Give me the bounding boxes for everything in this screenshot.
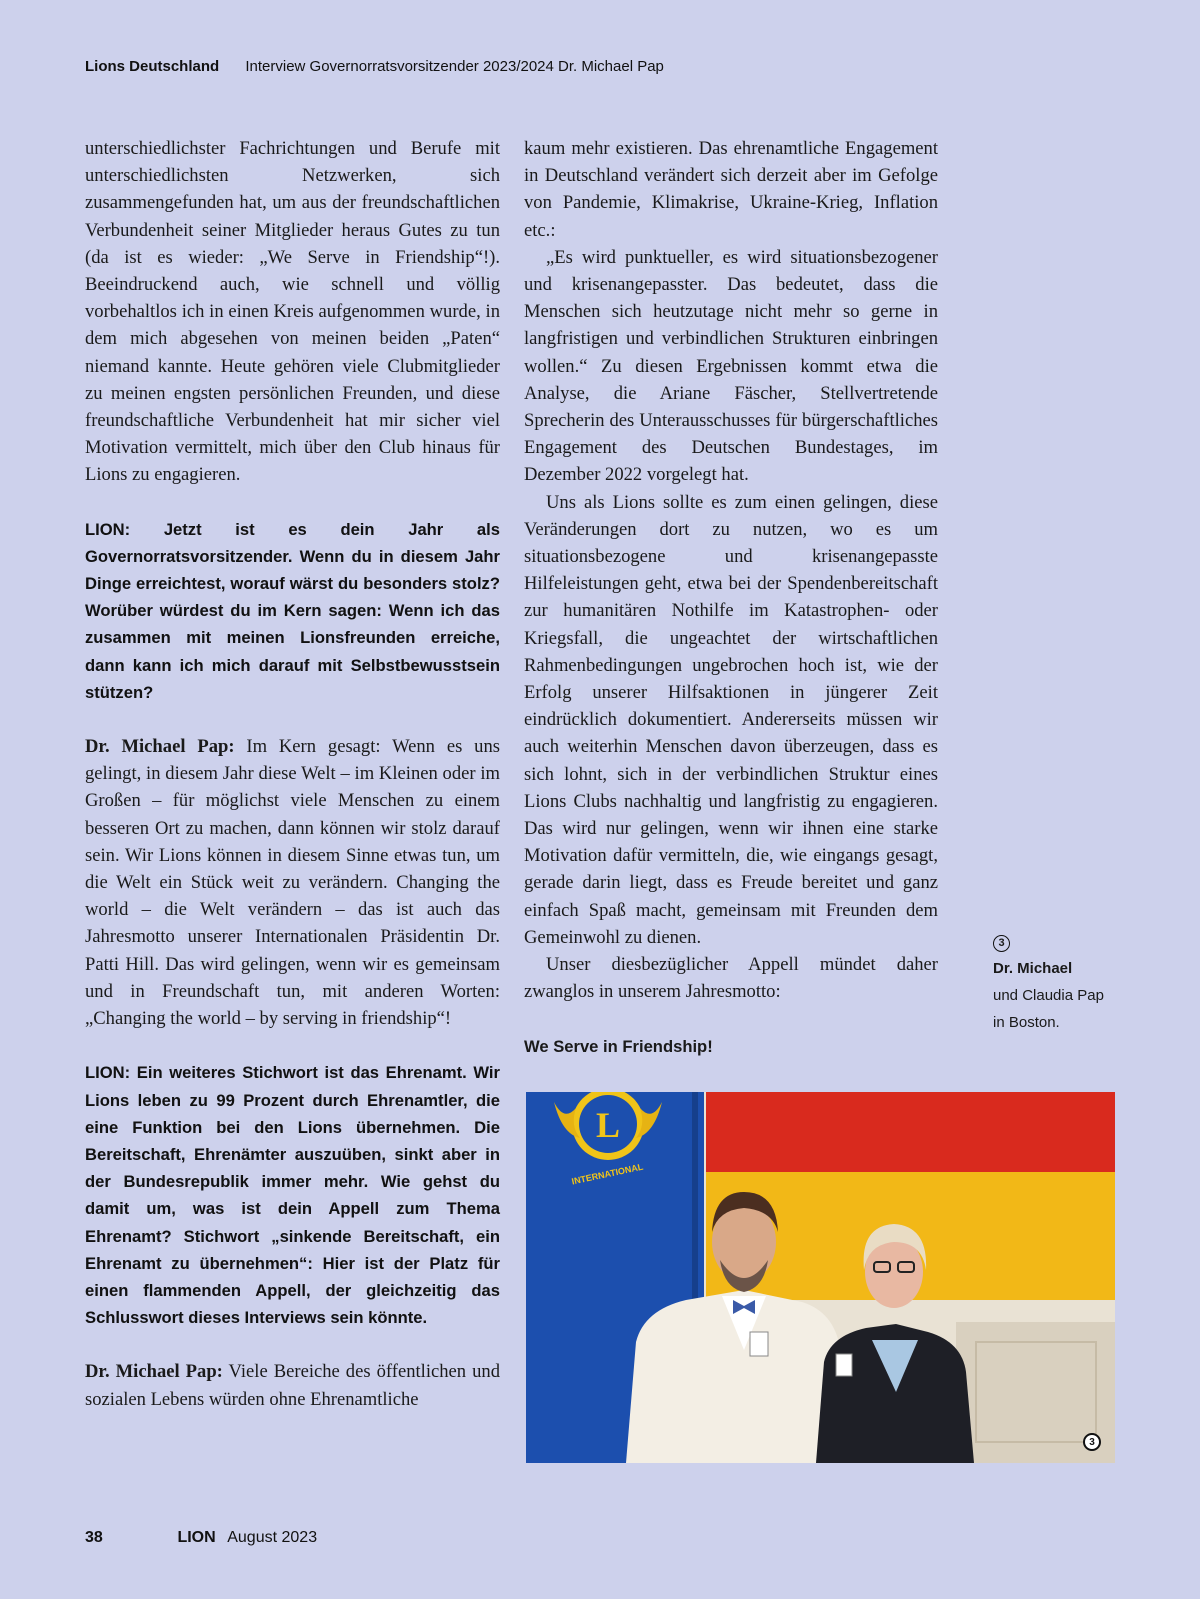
caption-line: und Claudia Pap [993, 987, 1104, 1004]
page-number: 38 [85, 1529, 103, 1546]
answer-text: Viele Bereiche des öffentlichen und sozialen Lebens würden ohne Ehrenamtliche [85, 1361, 500, 1410]
paragraph: Uns als Lions sollte es zum einen gelingen, diese Veränderungen dort zu nutzen, wo es um situationsbezogene und krisenangepasste Hilfeleistungen geht, etwa bei der Spendenbereitschaft zur humanitären Nothilfe im Katastrophen- oder Kriegsfall, die ungeachtet der wirtschaftlichen Rahmenbedingungen ungebrochen hoch ist, wie der Erfolg unserer Hilfsaktionen in jüngerer Zeit eindrücklich dokumentiert. Andererseits müssen wir auch weiterhin Menschen davon überzeugen, dass es sich lohnt, sich in der verbindlichen Struktur eines Lions Clubs nachhaltig und langfristig zu engagieren. Das wird nur gelingen, wenn wir ihnen eine starke Motivation dafür vermitteln, die, wie eingangs gesagt, gerade darin liegt, dass es Freude bereitet und ganz einfach Spaß macht, gemeinsam mit Freunden dem Gemeinwohl zu dienen. [524, 491, 938, 948]
figure-badge: 3 [1083, 1433, 1101, 1451]
magazine-name: LION [177, 1529, 216, 1546]
photo [526, 1092, 1115, 1463]
running-header [85, 58, 664, 75]
interview-answer [85, 1358, 500, 1412]
article-title: Interview Governorratsvorsitzender 2023/2024 Dr. Michael Pap [245, 58, 664, 75]
figure-number: 3 [993, 935, 1010, 952]
photo-caption [993, 928, 1143, 1036]
speaker-name: Dr. Michael Pap: [85, 736, 235, 758]
page-footer [85, 1529, 317, 1547]
answer-text: Im Kern gesagt: Wenn es uns gelingt, in diesem Jahr diese Welt – im Kleinen oder im Großen – für möglichst viele Menschen zu einem besseren Ort zu machen, dann können wir stolz darauf sein. Wir Lions können in diesem Sinne etwas tun, um die Welt ein Stück weit zu verändern. Changing the world – die Welt verändern – das ist auch das Jahresmotto unserer Internationalen Präsidentin Dr. Patti Hill. Das wird gelingen, wenn wir es gemeinsam und in Freundschaft tun, mit anderen Worten: „Changing the world – by serving in friendship“! [85, 736, 500, 1030]
paragraph: unterschiedlichster Fachrichtungen und Berufe mit unterschiedlichsten Netzwerken, sich zusammengefunden hat, um aus der freundschaftlichen Verbundenheit seiner Mitglieder heraus Gutes zu tun (da ist es wieder: „We Serve in Friendship“!). Beeindruckend auch, wie schnell und völlig vorbehaltlos ich in einen Kreis aufgenommen wurde, in dem mich abgesehen von meinen beiden „Paten“ niemand kannte. Heute gehören viele Clubmitglieder zu meinen engsten persönlichen Freunden, und diese freundschaftliche Verbundenheit hat mir sicher viel Motivation vermittelt, mich über den Club hinaus für Lions zu engagieren. [85, 138, 500, 486]
speaker-name: Dr. Michael Pap: [85, 1361, 223, 1383]
interview-question: LION: Ein weiteres Stichwort ist das Ehrenamt. Wir Lions leben zu 99 Prozent durch Ehrenamtler, die eine Funktion bei den Lions übernehmen. Die Bereitschaft, Ehrenämter auszuüben, sinkt aber in der Bundesrepublik immer mehr. Wie gehst du damit um, was ist dein Appell zum Thema Ehrenamt? Stichwort „sinkende Bereitschaft, ein Ehrenamt zu übernehmen“: Hier ist der Platz für einen flammenden Appell, der gleichzeitig das Schlusswort dieses Interviews sein könnte. [85, 1063, 500, 1328]
section-label: Lions Deutschland [85, 58, 220, 75]
photo-illustration [526, 1092, 1115, 1463]
emblem-text: INTERNATIONAL [570, 1161, 645, 1187]
flag-red-stripe [706, 1092, 1115, 1172]
interview-question: LION: Jetzt ist es dein Jahr als Governorratsvorsitzender. Wenn du in diesem Jahr Dinge erreichtest, worauf wärst du besonders stolz? Worüber würdest du im Kern sagen: Wenn ich das zusammen mit meinen Lionsfreunden erreiche, dann kann ich mich darauf mit Selbstbewusstsein stützen? [85, 519, 500, 702]
paragraph: Unser diesbezüglicher Appell mündet daher zwanglos in unserem Jahresmotto: [524, 954, 938, 1003]
interview-answer [85, 733, 500, 1032]
emblem-letter: L [595, 1105, 621, 1145]
issue-date: August 2023 [227, 1529, 318, 1546]
paragraph: „Es wird punktueller, es wird situationsbezogener und krisenangepasster. Das bedeutet, dass die Menschen sich heutzutage nicht mehr so gerne in langfristigen und verbindlichen Strukturen einbringen wollen.“ Zu diesen Ergebnissen kommt etwa die Analyse, die Ariane Fäscher, Stellvertretende Sprecherin des Unterausschusses für bürgerschaftliches Engagement des Deutschen Bundestages, im Dezember 2022 vorgelegt hat. [524, 246, 938, 486]
caption-name: Dr. Michael [993, 960, 1073, 977]
caption-line: in Boston. [993, 1014, 1060, 1031]
middle-column [524, 135, 938, 1060]
left-column [85, 135, 500, 1413]
motto: We Serve in Friendship! [524, 1036, 713, 1056]
paragraph: kaum mehr existieren. Das ehrenamtliche Engagement in Deutschland verändert sich derzeit aber im Gefolge von Pandemie, Klimakrise, Ukraine-Krieg, Inflation etc.: [524, 138, 938, 241]
